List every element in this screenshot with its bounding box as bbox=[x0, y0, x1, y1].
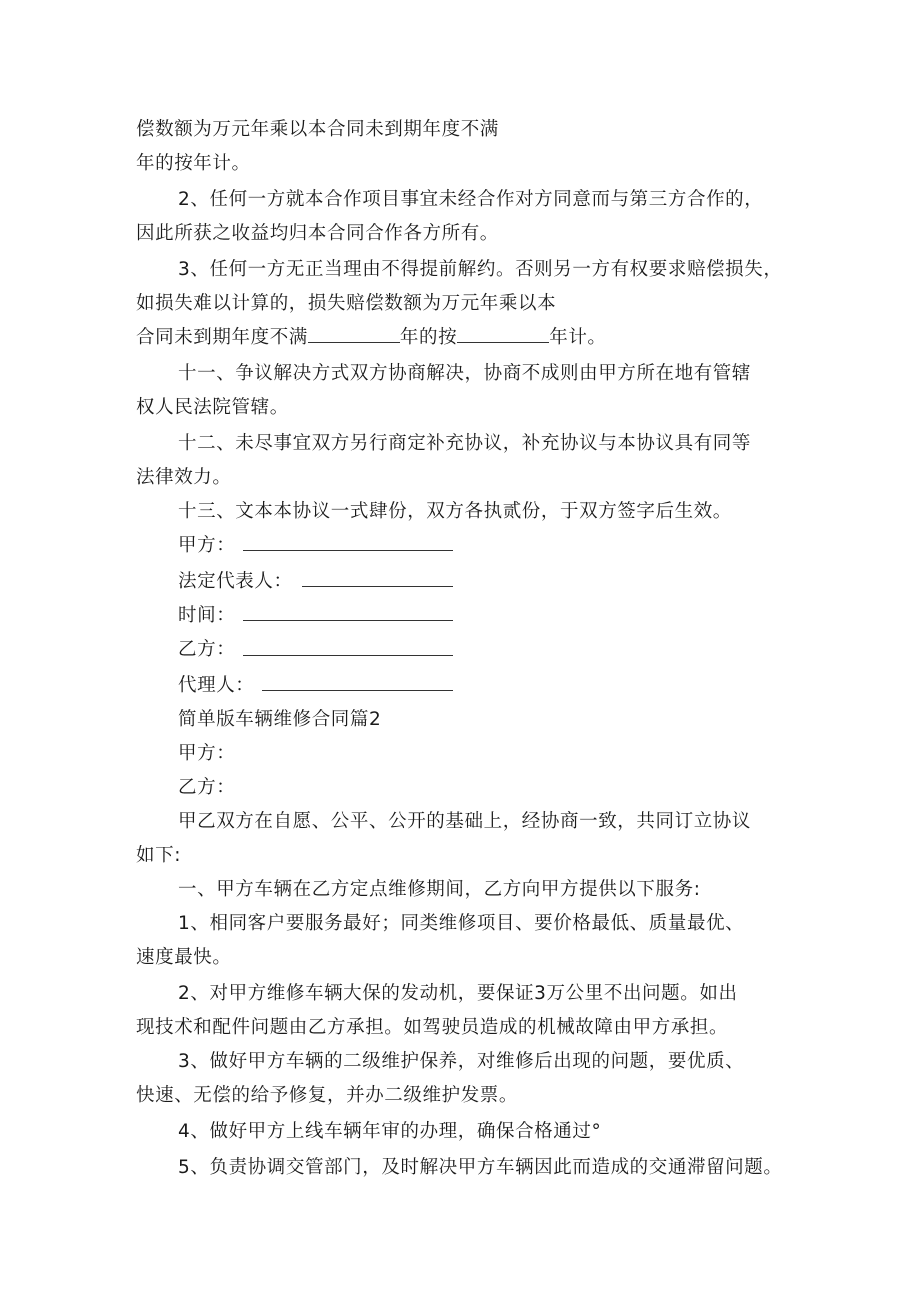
party-b-label: 乙方： bbox=[178, 777, 236, 798]
text-line: 偿数额为万元年乘以本合同未到期年度不满 bbox=[136, 119, 499, 140]
section-title: 简单版车辆维修合同篇2 bbox=[178, 709, 382, 730]
text-line: 十二、未尽事宜双方另行商定补充协议，补充协议与本协议具有同等 bbox=[178, 433, 752, 454]
text-line: 因此所获之收益均归本合同合作各方所有。 bbox=[136, 223, 499, 244]
text-line: 1、相同客户要服务最好；同类维修项目、要价格最低、质量最优、 bbox=[178, 913, 745, 934]
signature-party-b-label: 乙方： bbox=[178, 639, 236, 660]
signature-date-line[interactable] bbox=[243, 620, 453, 621]
text-line: 5、负责协调交管部门，及时解决甲方车辆因此而造成的交通滞留问题。 bbox=[178, 1157, 783, 1178]
text-line: 3、任何一方无正当理由不得提前解约。否则另一方有权要求赔偿损失， bbox=[178, 259, 783, 280]
signature-agent-label: 代理人： bbox=[178, 675, 255, 696]
signature-date-label: 时间： bbox=[178, 605, 236, 626]
text-line: 法律效力。 bbox=[136, 467, 232, 488]
text-line: 快速、无偿的给予修复，并办二级维护发票。 bbox=[136, 1085, 519, 1106]
text-line: 如下: bbox=[136, 845, 182, 866]
text-line: 权人民法院管辖。 bbox=[136, 397, 289, 418]
fill-blank[interactable] bbox=[457, 326, 549, 343]
text-line: 3、做好甲方车辆的二级维护保养，对维修后出现的问题，要优质、 bbox=[178, 1051, 745, 1072]
blank-text-3: 年计。 bbox=[549, 327, 607, 348]
text-line: 2、任何一方就本合作项目事宜未经合作对方同意而与第三方合作的， bbox=[178, 189, 764, 210]
text-line: 速度最快。 bbox=[136, 947, 232, 968]
blank-fill-line bbox=[136, 326, 607, 350]
text-line: 年的按年计。 bbox=[136, 153, 251, 174]
signature-legal-rep-line[interactable] bbox=[302, 586, 453, 587]
party-a-label: 甲方： bbox=[178, 743, 236, 764]
blank-text-1: 合同未到期年度不满 bbox=[136, 327, 308, 348]
text-line: 2、对甲方维修车辆大保的发动机，要保证3万公里不出问题。如出 bbox=[178, 983, 738, 1004]
text-line: 十一、争议解决方式双方协商解决，协商不成则由甲方所在地有管辖 bbox=[178, 363, 752, 384]
fill-blank[interactable] bbox=[308, 326, 400, 343]
signature-party-a-label: 甲方： bbox=[178, 535, 236, 556]
text-line: 十三、文本本协议一式肆份，双方各执贰份，于双方签字后生效。 bbox=[178, 501, 732, 522]
blank-text-2: 年的按 bbox=[399, 327, 458, 348]
text-line: 现技术和配件问题由乙方承担。如驾驶员造成的机械故障由甲方承担。 bbox=[136, 1017, 729, 1038]
text-line: 一、甲方车辆在乙方定点维修期间，乙方向甲方提供以下服务: bbox=[178, 879, 701, 900]
text-line: 4、做好甲方上线车辆年审的办理，确保合格通过° bbox=[178, 1121, 602, 1142]
signature-agent-line[interactable] bbox=[262, 690, 453, 691]
text-line: 甲乙双方在自愿、公平、公开的基础上，经协商一致，共同订立协议 bbox=[178, 811, 752, 832]
signature-legal-rep-label: 法定代表人： bbox=[178, 571, 293, 592]
text-line: 如损失难以计算的，损失赔偿数额为万元年乘以本 bbox=[136, 293, 557, 314]
signature-party-a-line[interactable] bbox=[243, 550, 453, 551]
signature-party-b-line[interactable] bbox=[243, 655, 453, 656]
